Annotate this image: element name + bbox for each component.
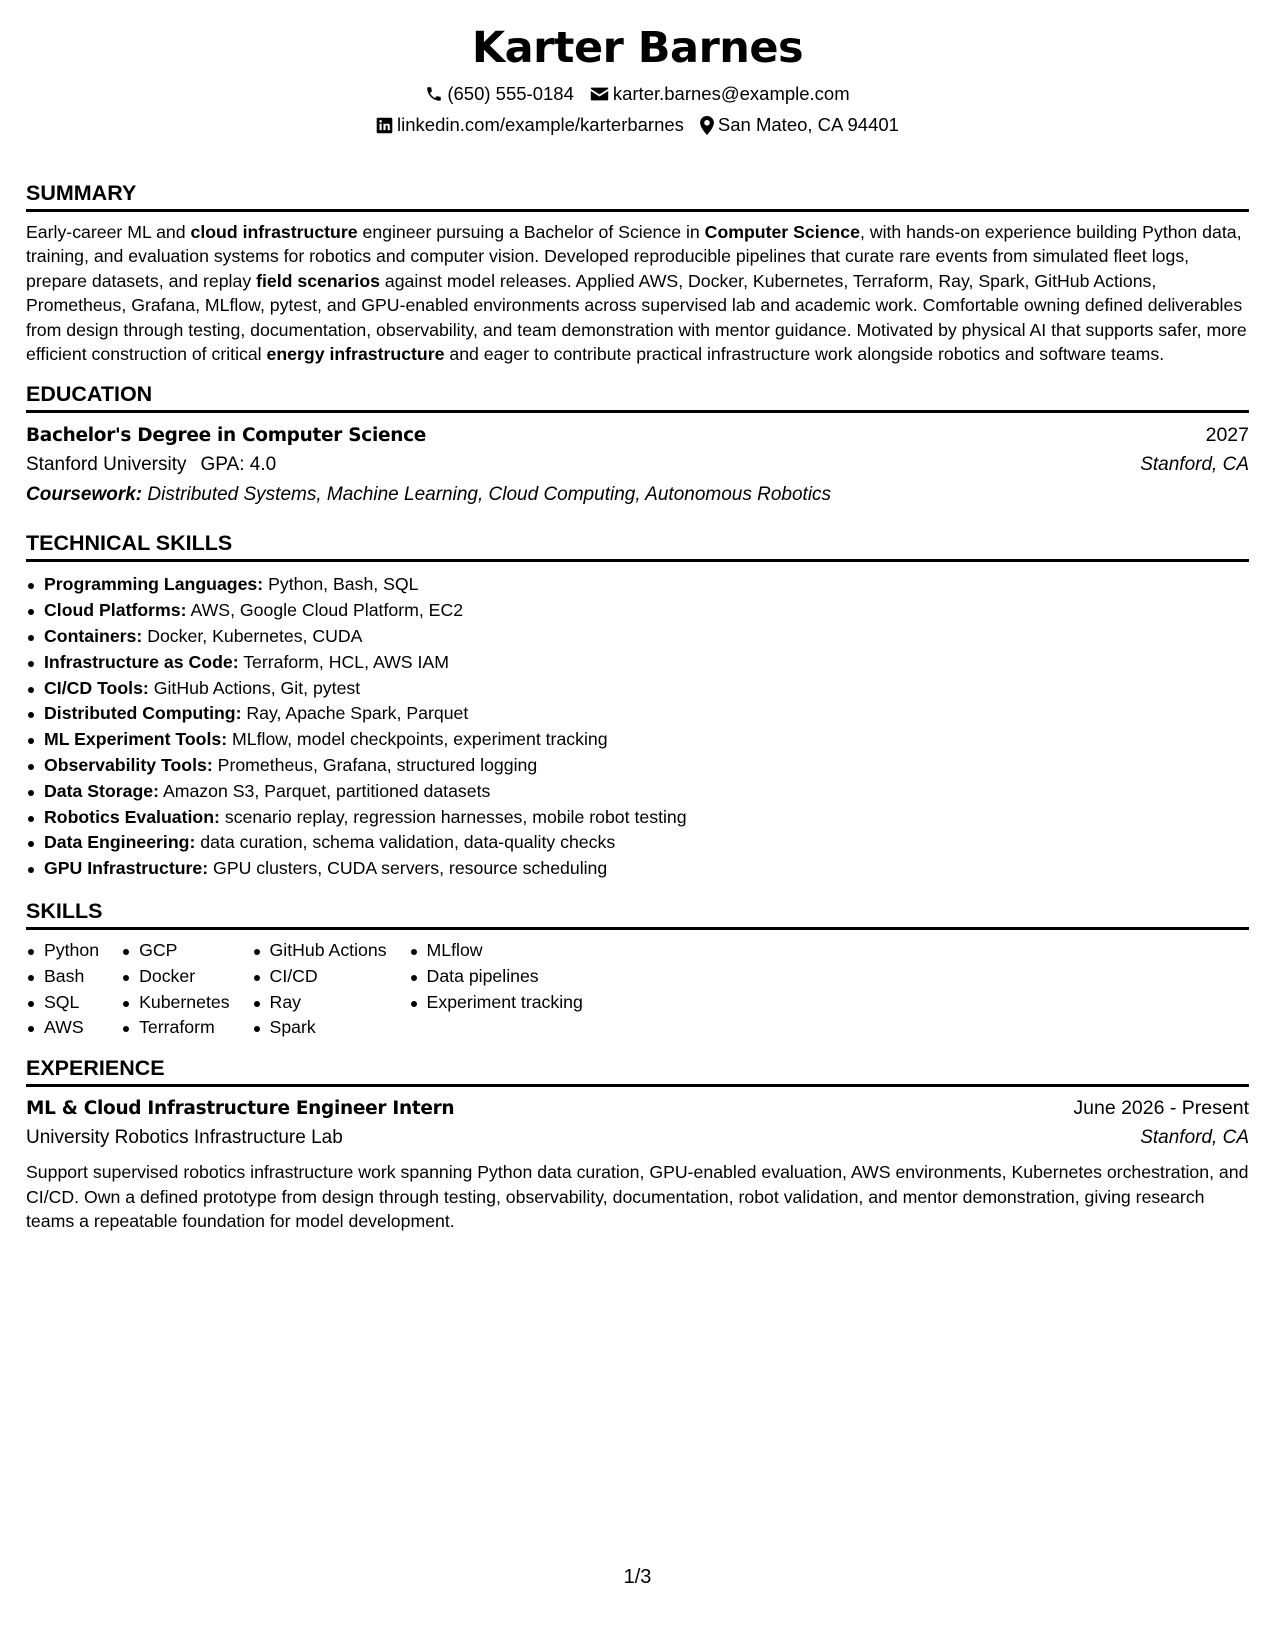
summary-emphasis: energy infrastructure <box>266 344 445 365</box>
job-organization: University Robotics Infrastructure Lab <box>26 1127 343 1149</box>
candidate-name: Karter Barnes <box>471 23 804 73</box>
list-item: Kubernetes <box>121 990 229 1016</box>
technical-skills-heading: TECHNICAL SKILLS <box>26 530 1249 562</box>
skill-category: Programming Languages: <box>44 574 264 595</box>
skill-values: data curation, schema validation, data-quality checks <box>195 832 616 853</box>
contact-line-1 <box>26 82 1249 106</box>
coursework-list: Distributed Systems, Machine Learning, Cloud Computing, Autonomous Robotics <box>142 484 832 506</box>
skill-values: Docker, Kubernetes, CUDA <box>142 626 363 647</box>
skills-heading: SKILLS <box>26 898 1249 930</box>
list-item <box>26 753 1249 779</box>
list-item <box>26 727 1249 753</box>
skill-values: AWS, Google Cloud Platform, EC2 <box>186 600 464 621</box>
list-item: Data pipelines <box>409 964 583 990</box>
summary-part: , with hands-on experience building Python data, training, and evaluation systems for robotics and computer vision. Developed reproducible pipelines that curate rare events from simulated fleet logs, prepare datasets, and replay <box>26 222 1242 291</box>
email-text: karter.barnes@example.com <box>612 83 850 104</box>
job-org-row <box>26 1123 1249 1153</box>
list-item <box>26 676 1249 702</box>
contact-email[interactable] <box>590 82 850 106</box>
skill-values: GPU clusters, CUDA servers, resource scheduling <box>208 858 608 879</box>
list-item: MLflow <box>409 938 583 964</box>
skills-column <box>252 938 387 1041</box>
job-location: Stanford, CA <box>1140 1127 1249 1149</box>
list-item: Experiment tracking <box>409 990 583 1016</box>
skill-values: MLflow, model checkpoints, experiment tracking <box>227 729 608 750</box>
job-dates: June 2026 - Present <box>1073 1097 1249 1120</box>
skill-values: Terraform, HCL, AWS IAM <box>238 651 449 672</box>
skill-values: scenario replay, regression harnesses, mobile robot testing <box>219 806 687 827</box>
gpa: GPA: 4.0 <box>200 454 277 476</box>
education-degree-row <box>26 421 1249 450</box>
graduation-year: 2027 <box>1205 424 1249 447</box>
list-item: Ray <box>252 990 387 1016</box>
skill-values: Python, Bash, SQL <box>263 574 419 595</box>
degree-title: Bachelor's Degree in Computer Science <box>26 425 427 447</box>
education-heading: EDUCATION <box>26 381 1249 413</box>
summary-part: engineer pursuing a Bachelor of Science in <box>357 222 705 242</box>
skill-category: Distributed Computing: <box>44 703 242 724</box>
linkedin-icon <box>376 117 393 134</box>
skill-values: Amazon S3, Parquet, partitioned datasets <box>159 780 491 801</box>
skill-category: Observability Tools: <box>44 755 213 776</box>
list-item: CI/CD <box>252 964 387 990</box>
list-item: Python <box>26 938 99 964</box>
skill-category: Data Storage: <box>44 780 159 801</box>
summary-heading: SUMMARY <box>26 180 1249 212</box>
summary-emphasis: cloud infrastructure <box>190 222 358 242</box>
school-location: Stanford, CA <box>1140 454 1249 476</box>
envelope-icon <box>590 86 609 102</box>
page-number: 1/3 <box>623 1566 652 1588</box>
skill-category: Containers: <box>44 626 143 647</box>
school-info <box>26 450 276 480</box>
list-item: GitHub Actions <box>252 938 387 964</box>
skills-column <box>121 938 229 1041</box>
skill-category: Cloud Platforms: <box>44 600 187 621</box>
skill-category: Data Engineering: <box>44 832 196 853</box>
list-item: AWS <box>26 1015 99 1041</box>
list-item <box>26 572 1249 598</box>
map-marker-icon <box>700 116 714 135</box>
education-school-row <box>26 450 1249 480</box>
phone-text: (650) 555-0184 <box>447 83 574 104</box>
job-description: Support supervised robotics infrastructure work spanning Python data curation, GPU-enabled evaluation, AWS environments, Kubernetes orchestration, and CI/CD. Own a defined prototype from design through testing, observability, documentation, robot validation, and mentor demonstration, giving research teams a repeatable foundation for model development. <box>26 1162 1249 1231</box>
experience-heading: EXPERIENCE <box>26 1055 1249 1087</box>
summary-part: Early-career ML and <box>26 222 191 242</box>
job-title: ML & Cloud Infrastructure Engineer Intern <box>26 1098 455 1120</box>
list-item: Spark <box>252 1015 387 1041</box>
list-item <box>26 830 1249 856</box>
technical-skills-list <box>26 572 1249 882</box>
list-item: SQL <box>26 990 99 1016</box>
list-item <box>26 624 1249 650</box>
list-item: Docker <box>121 964 229 990</box>
list-item <box>26 650 1249 676</box>
skill-category: GPU Infrastructure: <box>44 858 209 879</box>
list-item <box>26 805 1249 831</box>
coursework-label: Coursework: <box>26 484 143 506</box>
phone-icon <box>425 85 443 103</box>
skills-grid <box>26 938 1249 1041</box>
contact-linkedin[interactable] <box>376 113 684 137</box>
summary-emphasis: Computer Science <box>704 222 860 242</box>
skill-values: Ray, Apache Spark, Parquet <box>241 703 469 724</box>
school-name: Stanford University <box>26 454 187 476</box>
list-item: GCP <box>121 938 229 964</box>
location-text: San Mateo, CA 94401 <box>717 114 899 135</box>
skills-column <box>26 938 99 1041</box>
skills-column <box>409 938 583 1041</box>
linkedin-text: linkedin.com/example/karterbarnes <box>397 114 684 135</box>
list-item <box>26 598 1249 624</box>
list-item <box>26 701 1249 727</box>
coursework <box>26 480 1249 510</box>
contact-phone <box>425 82 574 106</box>
list-item: Bash <box>26 964 99 990</box>
summary-part: against model releases. Applied AWS, Docker, Kubernetes, Terraform, Ray, Spark, GitHub Actions, Prometheus, Grafana, MLflow, pytest, and GPU-enabled environments across supervised lab and academic work. Comfortable owning defined deliverables from design through testing, documentation, observability, and team demonstration with mentor guidance. Motivated by physical AI that supports safer, more efficient construction of critical <box>26 270 1247 365</box>
skill-values: Prometheus, Grafana, structured logging <box>212 755 538 776</box>
summary-emphasis: field scenarios <box>256 270 380 291</box>
skill-category: Robotics Evaluation: <box>44 806 220 827</box>
summary-part: and eager to contribute practical infrastructure work alongside robotics and software teams. <box>444 344 1165 365</box>
list-item <box>26 856 1249 882</box>
job-title-row <box>26 1094 1249 1123</box>
skill-category: CI/CD Tools: <box>44 677 149 698</box>
contact-line-2 <box>26 113 1249 137</box>
summary-text <box>26 220 1249 366</box>
skill-category: Infrastructure as Code: <box>44 651 239 672</box>
skill-category: ML Experiment Tools: <box>44 729 228 750</box>
list-item <box>26 779 1249 805</box>
skill-values: GitHub Actions, Git, pytest <box>148 677 361 698</box>
list-item: Terraform <box>121 1015 229 1041</box>
contact-location <box>700 113 899 137</box>
